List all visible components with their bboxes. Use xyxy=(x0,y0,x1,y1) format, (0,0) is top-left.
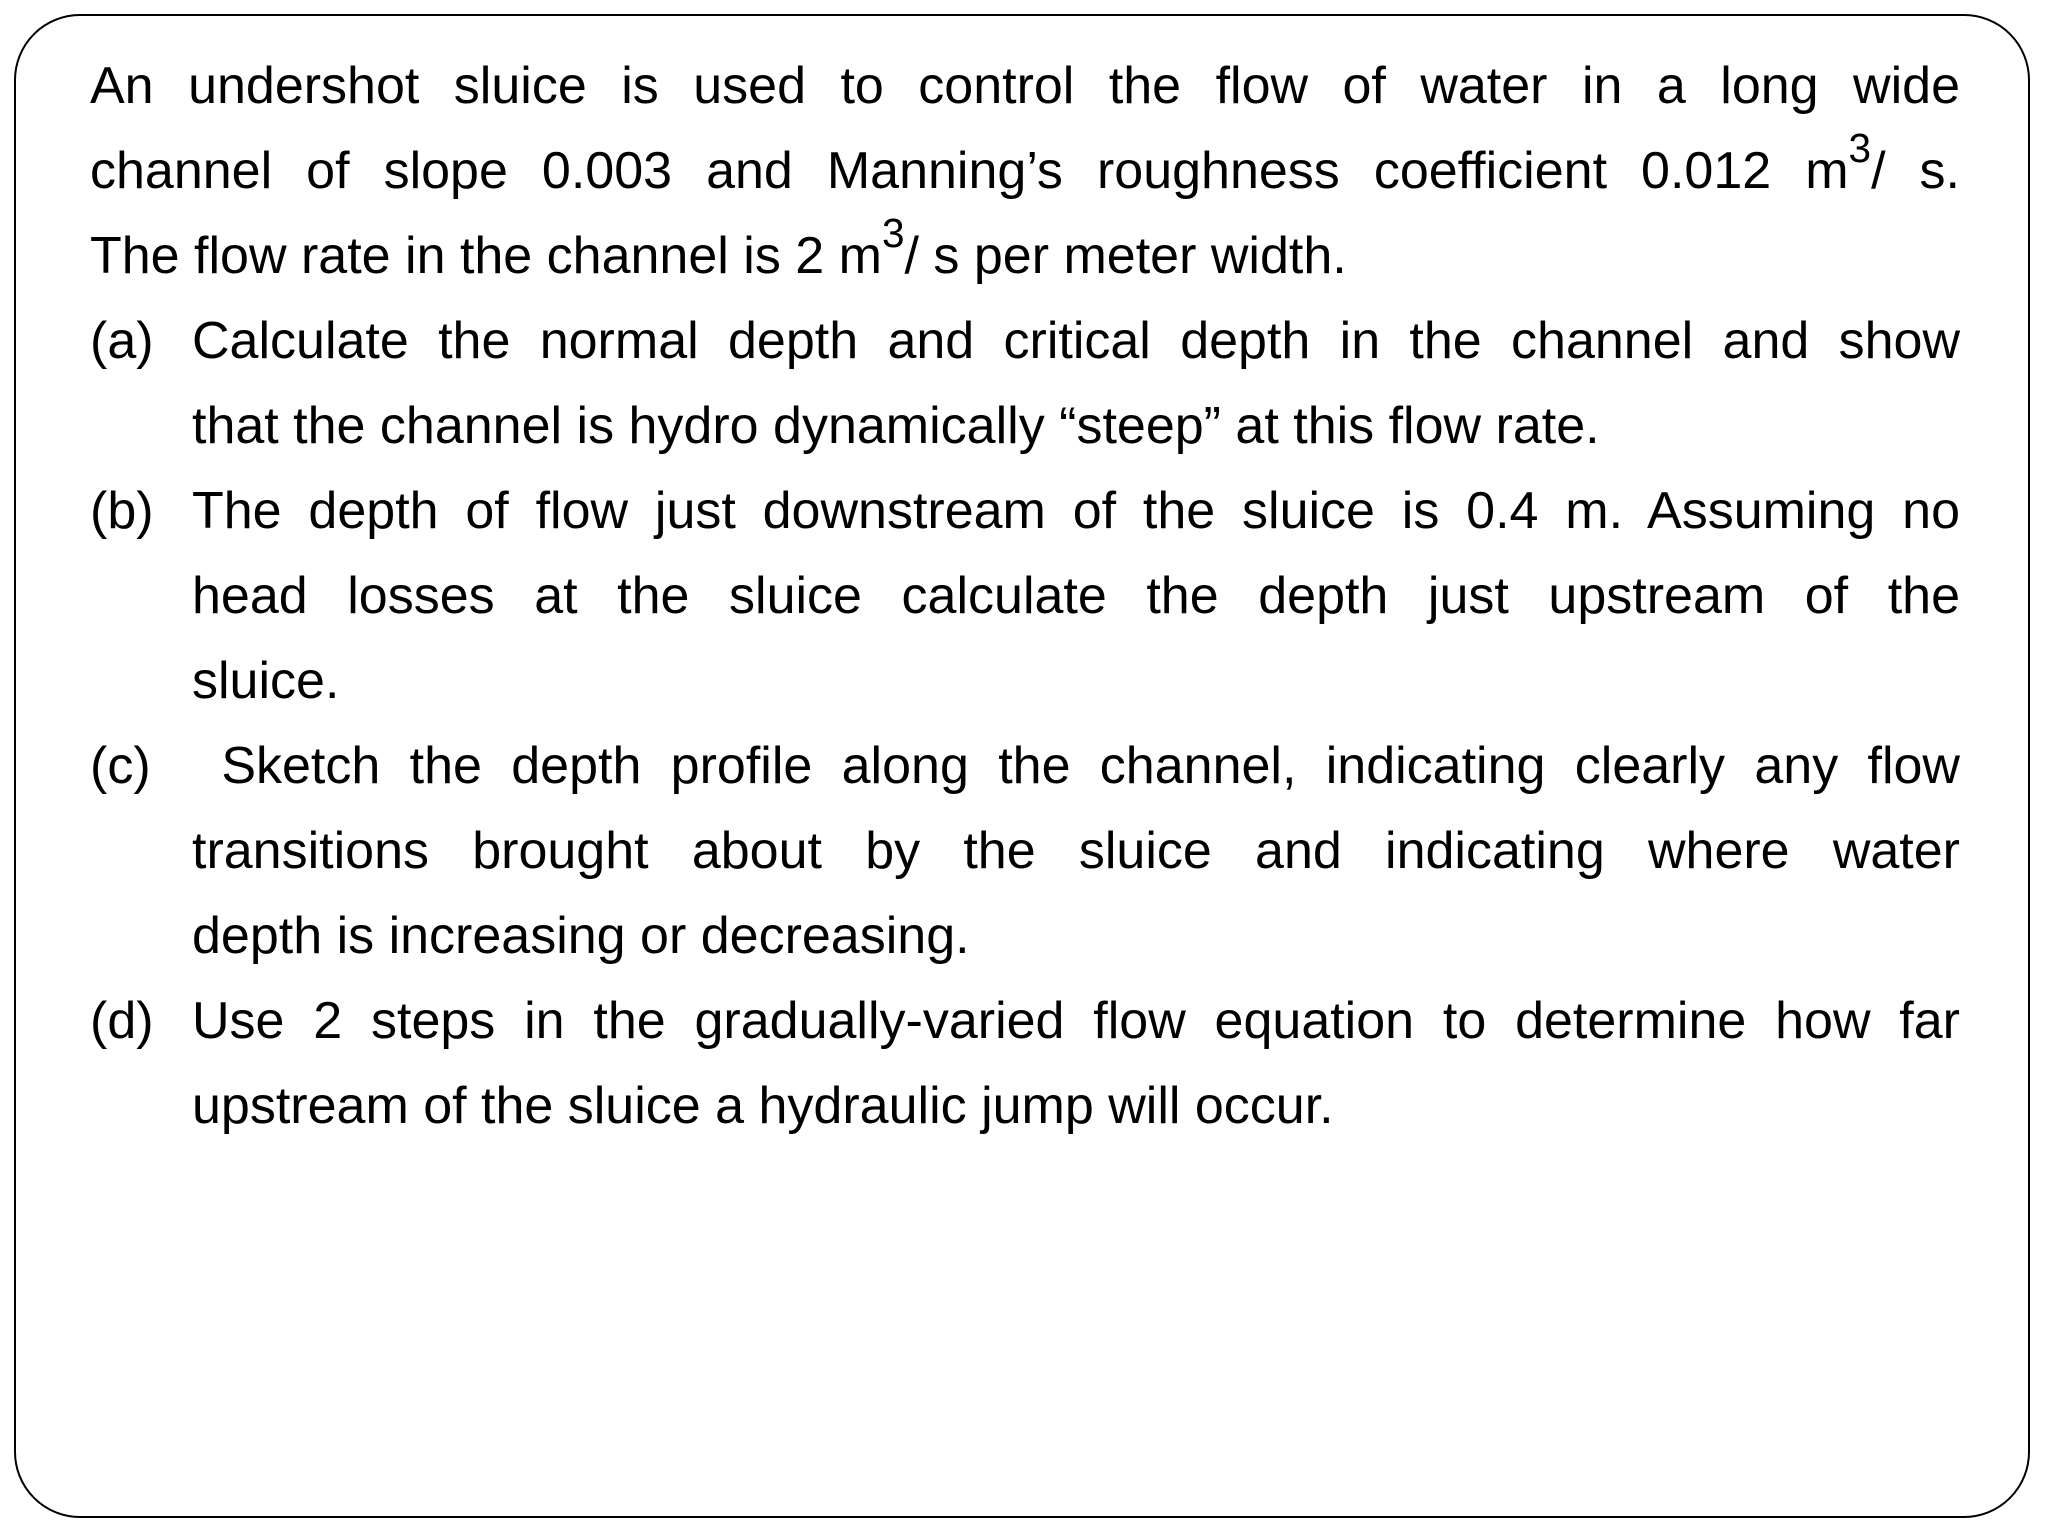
problem-line-3: The flow rate in the channel is 2 $m^3/$ s per meter width. xyxy=(90,210,1347,285)
question-text: Calculate the normal depth and critical depth in the channel and show that the channel is hydro dynamically “steep” at this flow rate. xyxy=(192,312,1960,455)
question-label: (c) xyxy=(90,737,151,795)
problem-statement xyxy=(90,44,1960,299)
problem-line-2: channel of slope 0.003 and Manning’s roughness coefficient 0.012 $m^3/$ s. xyxy=(90,125,1960,200)
question-text: Use 2 steps in the gradually-varied flow equation to determine how far upstream of the sluice a hydraulic jump will occur. xyxy=(192,992,1960,1135)
superscript-3: 3 xyxy=(1848,125,1872,172)
question-item-d xyxy=(90,979,1960,1149)
question-item-c xyxy=(90,724,1960,979)
question-text: Sketch the depth profile along the channel, indicating clearly any flow transitions brought about by the sluice and indicating where water depth is increasing or decreasing. xyxy=(192,737,1960,965)
question-list xyxy=(90,299,1960,1149)
superscript-3: 3 xyxy=(881,210,905,257)
question-label: (a) xyxy=(90,312,154,370)
question-item-a xyxy=(90,299,1960,469)
slide-content xyxy=(90,44,1960,1149)
question-text: The depth of flow just downstream of the sluice is 0.4 m. Assuming no head losses at the sluice calculate the depth just upstream of the sluice. xyxy=(192,482,1960,710)
question-label: (d) xyxy=(90,992,154,1050)
problem-line-1: An undershot sluice is used to control the flow of water in a long wide xyxy=(90,57,1960,115)
question-label: (b) xyxy=(90,482,154,540)
question-item-b xyxy=(90,469,1960,724)
